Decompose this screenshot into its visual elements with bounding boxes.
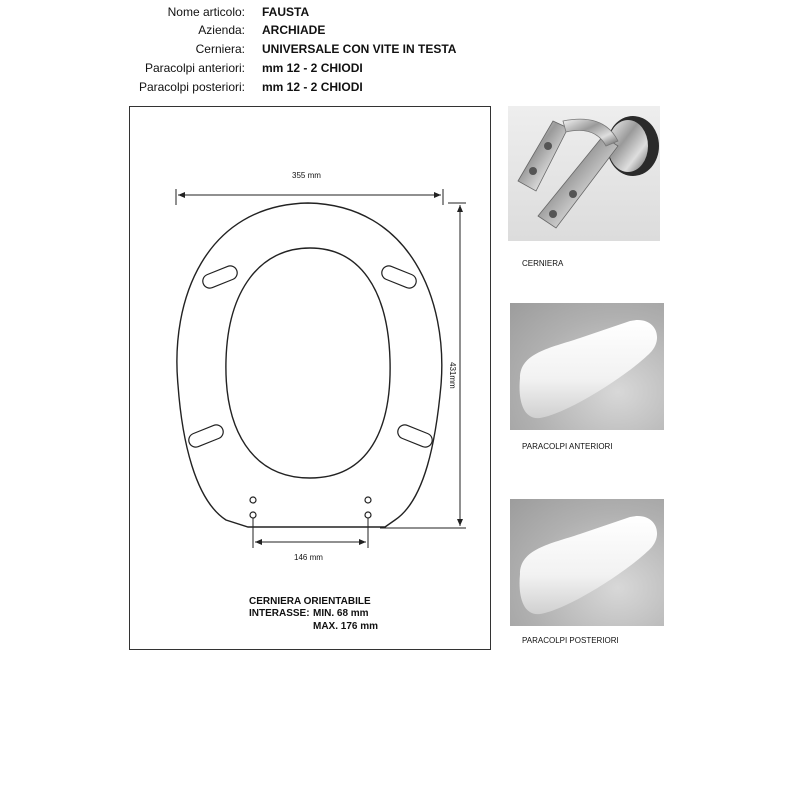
spec-value-front-bumpers: mm 12 - 2 CHIODI — [262, 61, 363, 75]
spec-value-hinge: UNIVERSALE CON VITE IN TESTA — [262, 42, 457, 56]
note-interasse-max: MAX. 176 mm — [313, 621, 379, 632]
note-interasse-label: INTERASSE: — [249, 608, 310, 619]
spec-label-rear-bumpers: Paracolpi posteriori: — [138, 80, 245, 94]
rear-bumper-photo — [510, 499, 664, 626]
hinge-caption: CERNIERA — [522, 259, 564, 268]
hinge-hole — [250, 512, 256, 518]
spec-value-company: ARCHIADE — [262, 23, 326, 37]
bumper-slot-bottom-right — [396, 423, 435, 449]
hinge-photo — [508, 106, 660, 241]
hinge-distance-label: 146 mm — [294, 553, 323, 562]
hinge-hole — [365, 497, 371, 503]
spec-label-company: Azienda: — [198, 23, 245, 37]
spec-value-name: FAUSTA — [262, 5, 310, 19]
spec-label-front-bumpers: Paracolpi anteriori: — [144, 61, 245, 75]
width-dimension-label: 355 mm — [292, 171, 321, 180]
seat-inner-opening — [226, 248, 390, 478]
hinge-hole — [365, 512, 371, 518]
front-bumper-caption: PARACOLPI ANTERIORI — [522, 442, 613, 451]
bumper-slot-top-right — [380, 264, 419, 290]
bumper-slot-top-left — [201, 264, 240, 290]
spec-label-name: Nome articolo: — [167, 5, 245, 19]
front-bumper-illustration — [510, 303, 664, 430]
note-hinge-orientable: CERNIERA ORIENTABILE — [249, 596, 371, 607]
rear-bumper-illustration — [510, 499, 664, 626]
front-bumper-photo — [510, 303, 664, 430]
bumper-slot-bottom-left — [187, 423, 226, 449]
hinge-hole — [250, 497, 256, 503]
note-interasse-min: MIN. 68 mm — [313, 608, 369, 619]
spec-label-hinge: Cerniera: — [195, 42, 245, 56]
hinge-illustration — [508, 106, 660, 241]
height-dimension-label: 431mm — [448, 362, 457, 389]
spec-value-rear-bumpers: mm 12 - 2 CHIODI — [262, 80, 363, 94]
rear-bumper-caption: PARACOLPI POSTERIORI — [522, 636, 619, 645]
